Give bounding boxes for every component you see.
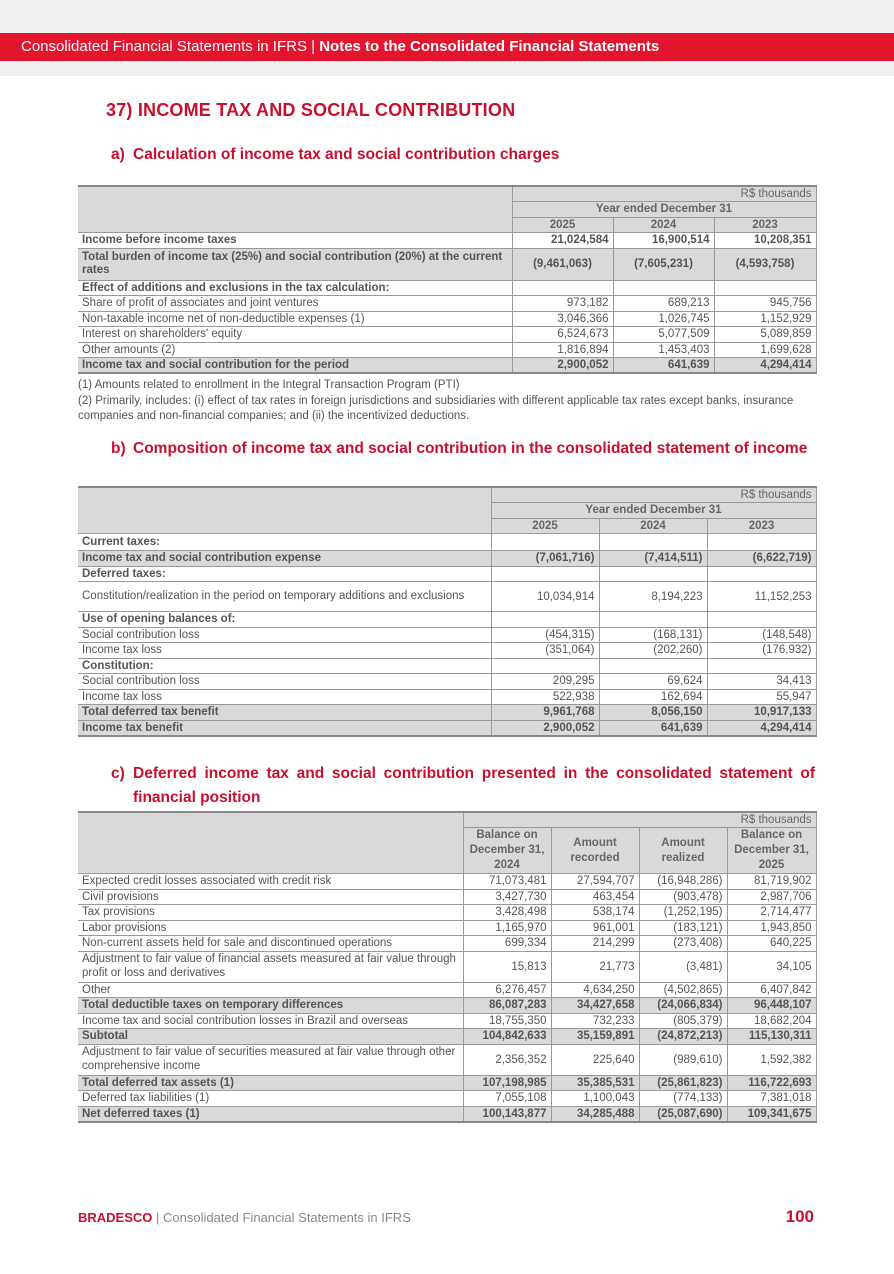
cell: (7,605,231): [613, 248, 714, 280]
table-row: [78, 1091, 816, 1107]
cell: 10,917,133: [707, 705, 816, 721]
cell: 86,087,283: [463, 998, 551, 1014]
row-label: Interest on shareholders' equity: [78, 327, 512, 343]
cell: 35,385,531: [551, 1075, 639, 1091]
header-banner: [0, 33, 894, 61]
cell: 961,001: [551, 920, 639, 936]
cell: 522,938: [491, 689, 599, 705]
table-c-col-header: Amount realized: [639, 828, 727, 874]
cell: (273,408): [639, 936, 727, 952]
part-a-title: Calculation of income tax and social contribution charges: [133, 146, 560, 163]
cell: (25,087,690): [639, 1106, 727, 1122]
cell: 2,714,477: [727, 905, 816, 921]
row-label: Net deferred taxes (1): [78, 1106, 463, 1122]
cell: 18,755,350: [463, 1013, 551, 1029]
table-c-col-header: Balance on December 31, 2024: [463, 828, 551, 874]
row-label: Non-taxable income net of non-deductible expenses (1): [78, 311, 512, 327]
cell: 34,285,488: [551, 1106, 639, 1122]
part-b-label: b): [111, 440, 126, 457]
table-b-year: 2024: [599, 518, 707, 534]
row-label: Total deferred tax assets (1): [78, 1075, 463, 1091]
cell: 5,089,859: [714, 327, 816, 343]
cell: 945,756: [714, 296, 816, 312]
row-label: Income tax benefit: [78, 720, 491, 736]
cell: 10,208,351: [714, 233, 816, 249]
row-label: Tax provisions: [78, 905, 463, 921]
cell: 209,295: [491, 674, 599, 690]
part-c-label: c): [111, 765, 125, 782]
cell: 100,143,877: [463, 1106, 551, 1122]
table-c: [78, 811, 817, 1123]
table-row: [78, 280, 816, 296]
table-row: [78, 233, 816, 249]
table-b-unit-row: [78, 487, 816, 503]
cell: 699,334: [463, 936, 551, 952]
table-row: [78, 534, 816, 551]
page-number: 100: [785, 1207, 814, 1226]
row-label: Constitution:: [78, 658, 491, 674]
row-label: Share of profit of associates and joint ventures: [78, 296, 512, 312]
table-b-period: Year ended December 31: [491, 503, 816, 519]
row-label: Deferred tax liabilities (1): [78, 1091, 463, 1107]
table-c-unit: R$ thousands: [463, 812, 816, 828]
part-a-heading: [111, 143, 559, 167]
header-right: Notes to the Consolidated Financial Statements: [319, 38, 660, 55]
footer-brand: BRADESCO: [78, 1210, 153, 1225]
cell: 35,159,891: [551, 1029, 639, 1045]
part-c-title: Deferred income tax and social contribution presented in the consolidated statement of financial position: [133, 765, 815, 806]
row-label: Use of opening balances of:: [78, 612, 491, 628]
cell: 6,407,842: [727, 982, 816, 998]
cell: 1,152,929: [714, 311, 816, 327]
table-a-notes: [78, 378, 816, 425]
cell: 732,233: [551, 1013, 639, 1029]
table-row: [78, 982, 816, 998]
part-b-title: Composition of income tax and social contribution in the consolidated statement of income: [133, 440, 808, 457]
table-b-year: 2023: [707, 518, 816, 534]
table-row: [78, 582, 816, 612]
table-row: [78, 612, 816, 628]
table-a: [78, 185, 817, 374]
cell: (805,379): [639, 1013, 727, 1029]
cell: 1,165,970: [463, 920, 551, 936]
part-a-label: a): [111, 146, 125, 163]
cell: (903,478): [639, 889, 727, 905]
row-label: Non-current assets held for sale and discontinued operations: [78, 936, 463, 952]
row-label: Current taxes:: [78, 534, 491, 551]
table-row: [78, 342, 816, 358]
row-label: Social contribution loss: [78, 627, 491, 643]
table-row: [78, 566, 816, 582]
row-label: Income tax and social contribution losses in Brazil and overseas: [78, 1013, 463, 1029]
cell: (176,932): [707, 643, 816, 659]
section-title: 37) INCOME TAX AND SOCIAL CONTRIBUTION: [106, 100, 516, 120]
table-b: [78, 486, 817, 737]
cell: 8,194,223: [599, 582, 707, 612]
cell: 34,105: [727, 951, 816, 982]
row-label: Labor provisions: [78, 920, 463, 936]
table-row: [78, 1029, 816, 1045]
top-margin: [0, 0, 894, 33]
cell: (202,260): [599, 643, 707, 659]
cell: 71,073,481: [463, 874, 551, 890]
cell: 7,381,018: [727, 1091, 816, 1107]
cell: (148,548): [707, 627, 816, 643]
table-row: [78, 889, 816, 905]
cell: 34,413: [707, 674, 816, 690]
cell: (4,593,758): [714, 248, 816, 280]
table-row: [78, 627, 816, 643]
cell: 81,719,902: [727, 874, 816, 890]
table-row: [78, 1075, 816, 1091]
cell: 55,947: [707, 689, 816, 705]
table-row: [78, 296, 816, 312]
cell: (774,133): [639, 1091, 727, 1107]
cell: 6,276,457: [463, 982, 551, 998]
table-row: [78, 248, 816, 280]
row-label: Income tax and social contribution for the period: [78, 358, 512, 374]
cell: 9,961,768: [491, 705, 599, 721]
cell: 2,900,052: [512, 358, 613, 374]
cell: 162,694: [599, 689, 707, 705]
table-a-unit-row: [78, 186, 816, 202]
table-row: [78, 936, 816, 952]
table-a-year: 2023: [714, 217, 816, 233]
cell: 1,943,850: [727, 920, 816, 936]
table-c-col-header: Balance on December 31, 2025: [727, 828, 816, 874]
row-label: Subtotal: [78, 1029, 463, 1045]
table-row: [78, 905, 816, 921]
cell: 16,900,514: [613, 233, 714, 249]
table-a-year: 2024: [613, 217, 714, 233]
part-b-heading: [111, 437, 817, 485]
row-label: Effect of additions and exclusions in the tax calculation:: [78, 280, 512, 296]
cell: 15,813: [463, 951, 551, 982]
table-row: [78, 674, 816, 690]
row-label: Income before income taxes: [78, 233, 512, 249]
cell: 3,428,498: [463, 905, 551, 921]
cell: 104,842,633: [463, 1029, 551, 1045]
cell: 34,427,658: [551, 998, 639, 1014]
cell: 8,056,150: [599, 705, 707, 721]
cell: 689,213: [613, 296, 714, 312]
cell: 1,100,043: [551, 1091, 639, 1107]
table-row: [78, 705, 816, 721]
table-row: [78, 1013, 816, 1029]
row-label: Expected credit losses associated with credit risk: [78, 874, 463, 890]
cell: 115,130,311: [727, 1029, 816, 1045]
table-row: [78, 951, 816, 982]
cell: (24,066,834): [639, 998, 727, 1014]
cell: 27,594,707: [551, 874, 639, 890]
cell: 7,055,108: [463, 1091, 551, 1107]
table-row: [78, 1044, 816, 1075]
footer-text: Consolidated Financial Statements in IFRS: [163, 1210, 411, 1225]
cell: 1,453,403: [613, 342, 714, 358]
cell: 973,182: [512, 296, 613, 312]
table-a-period: Year ended December 31: [512, 202, 816, 218]
footnote: (1) Amounts related to enrollment in the Integral Transaction Program (PTI): [78, 379, 460, 391]
row-label: Other: [78, 982, 463, 998]
cell: (3,481): [639, 951, 727, 982]
table-row: [78, 998, 816, 1014]
cell: 2,987,706: [727, 889, 816, 905]
cell: (7,061,716): [491, 551, 599, 567]
cell: 4,634,250: [551, 982, 639, 998]
header-underlay: [0, 61, 894, 76]
cell: 116,722,693: [727, 1075, 816, 1091]
cell: (1,252,195): [639, 905, 727, 921]
table-row: [78, 358, 816, 374]
table-row: [78, 327, 816, 343]
cell: 214,299: [551, 936, 639, 952]
part-c-heading: [111, 762, 817, 810]
cell: 4,294,414: [714, 358, 816, 374]
cell: 538,174: [551, 905, 639, 921]
cell: 96,448,107: [727, 998, 816, 1014]
cell: 463,454: [551, 889, 639, 905]
cell: 2,356,352: [463, 1044, 551, 1075]
table-row: [78, 874, 816, 890]
table-c-col-header: Amount recorded: [551, 828, 639, 874]
cell: 3,427,730: [463, 889, 551, 905]
cell: (9,461,063): [512, 248, 613, 280]
row-label: Other amounts (2): [78, 342, 512, 358]
table-row: [78, 689, 816, 705]
cell: 1,592,382: [727, 1044, 816, 1075]
cell: 107,198,985: [463, 1075, 551, 1091]
row-label: Adjustment to fair value of securities measured at fair value through other comprehensive income: [78, 1044, 463, 1075]
cell: (351,064): [491, 643, 599, 659]
row-label: Adjustment to fair value of financial assets measured at fair value through profit or loss and derivatives: [78, 951, 463, 982]
cell: 21,773: [551, 951, 639, 982]
table-c-unit-row: [78, 812, 816, 828]
cell: 3,046,366: [512, 311, 613, 327]
cell: (7,414,511): [599, 551, 707, 567]
cell: (183,121): [639, 920, 727, 936]
cell: 1,699,628: [714, 342, 816, 358]
row-label: Constitution/realization in the period on temporary additions and exclusions: [78, 582, 491, 612]
table-row: [78, 920, 816, 936]
table-b-unit: R$ thousands: [491, 487, 816, 503]
cell: (16,948,286): [639, 874, 727, 890]
table-b-year: 2025: [491, 518, 599, 534]
cell: 21,024,584: [512, 233, 613, 249]
row-label: Income tax loss: [78, 689, 491, 705]
cell: (454,315): [491, 627, 599, 643]
cell: 2,900,052: [491, 720, 599, 736]
footnote: (2) Primarily, includes: (i) effect of tax rates in foreign jurisdictions and subsidiaries with different applicable tax rates except banks, insurance companies and non-financial companies; and (ii) the incentivized deductions.: [78, 394, 794, 422]
table-row: [78, 311, 816, 327]
cell: 11,152,253: [707, 582, 816, 612]
table-row: [78, 720, 816, 736]
row-label: Total burden of income tax (25%) and social contribution (20%) at the current rates: [78, 248, 512, 280]
cell: 10,034,914: [491, 582, 599, 612]
cell: (24,872,213): [639, 1029, 727, 1045]
footer: [78, 1210, 411, 1225]
cell: 69,624: [599, 674, 707, 690]
cell: (6,622,719): [707, 551, 816, 567]
footer-separator: |: [152, 1210, 164, 1225]
cell: 641,639: [599, 720, 707, 736]
table-row: [78, 551, 816, 567]
cell: 1,816,894: [512, 342, 613, 358]
cell: (4,502,865): [639, 982, 727, 998]
row-label: Income tax loss: [78, 643, 491, 659]
cell: 1,026,745: [613, 311, 714, 327]
header-left: Consolidated Financial Statements in IFRS: [21, 38, 307, 55]
cell: 5,077,509: [613, 327, 714, 343]
cell: 640,225: [727, 936, 816, 952]
cell: 641,639: [613, 358, 714, 374]
table-a-unit: R$ thousands: [512, 186, 816, 202]
table-a-year: 2025: [512, 217, 613, 233]
cell: 4,294,414: [707, 720, 816, 736]
cell: (25,861,823): [639, 1075, 727, 1091]
cell: 6,524,673: [512, 327, 613, 343]
cell: 225,640: [551, 1044, 639, 1075]
table-row: [78, 1106, 816, 1122]
row-label: Social contribution loss: [78, 674, 491, 690]
header-separator: |: [306, 38, 320, 55]
row-label: Total deductible taxes on temporary differences: [78, 998, 463, 1014]
table-row: [78, 658, 816, 674]
cell: 18,682,204: [727, 1013, 816, 1029]
row-label: Deferred taxes:: [78, 566, 491, 582]
cell: 109,341,675: [727, 1106, 816, 1122]
row-label: Income tax and social contribution expense: [78, 551, 491, 567]
row-label: Civil provisions: [78, 889, 463, 905]
row-label: Total deferred tax benefit: [78, 705, 491, 721]
cell: (168,131): [599, 627, 707, 643]
cell: (989,610): [639, 1044, 727, 1075]
table-row: [78, 643, 816, 659]
